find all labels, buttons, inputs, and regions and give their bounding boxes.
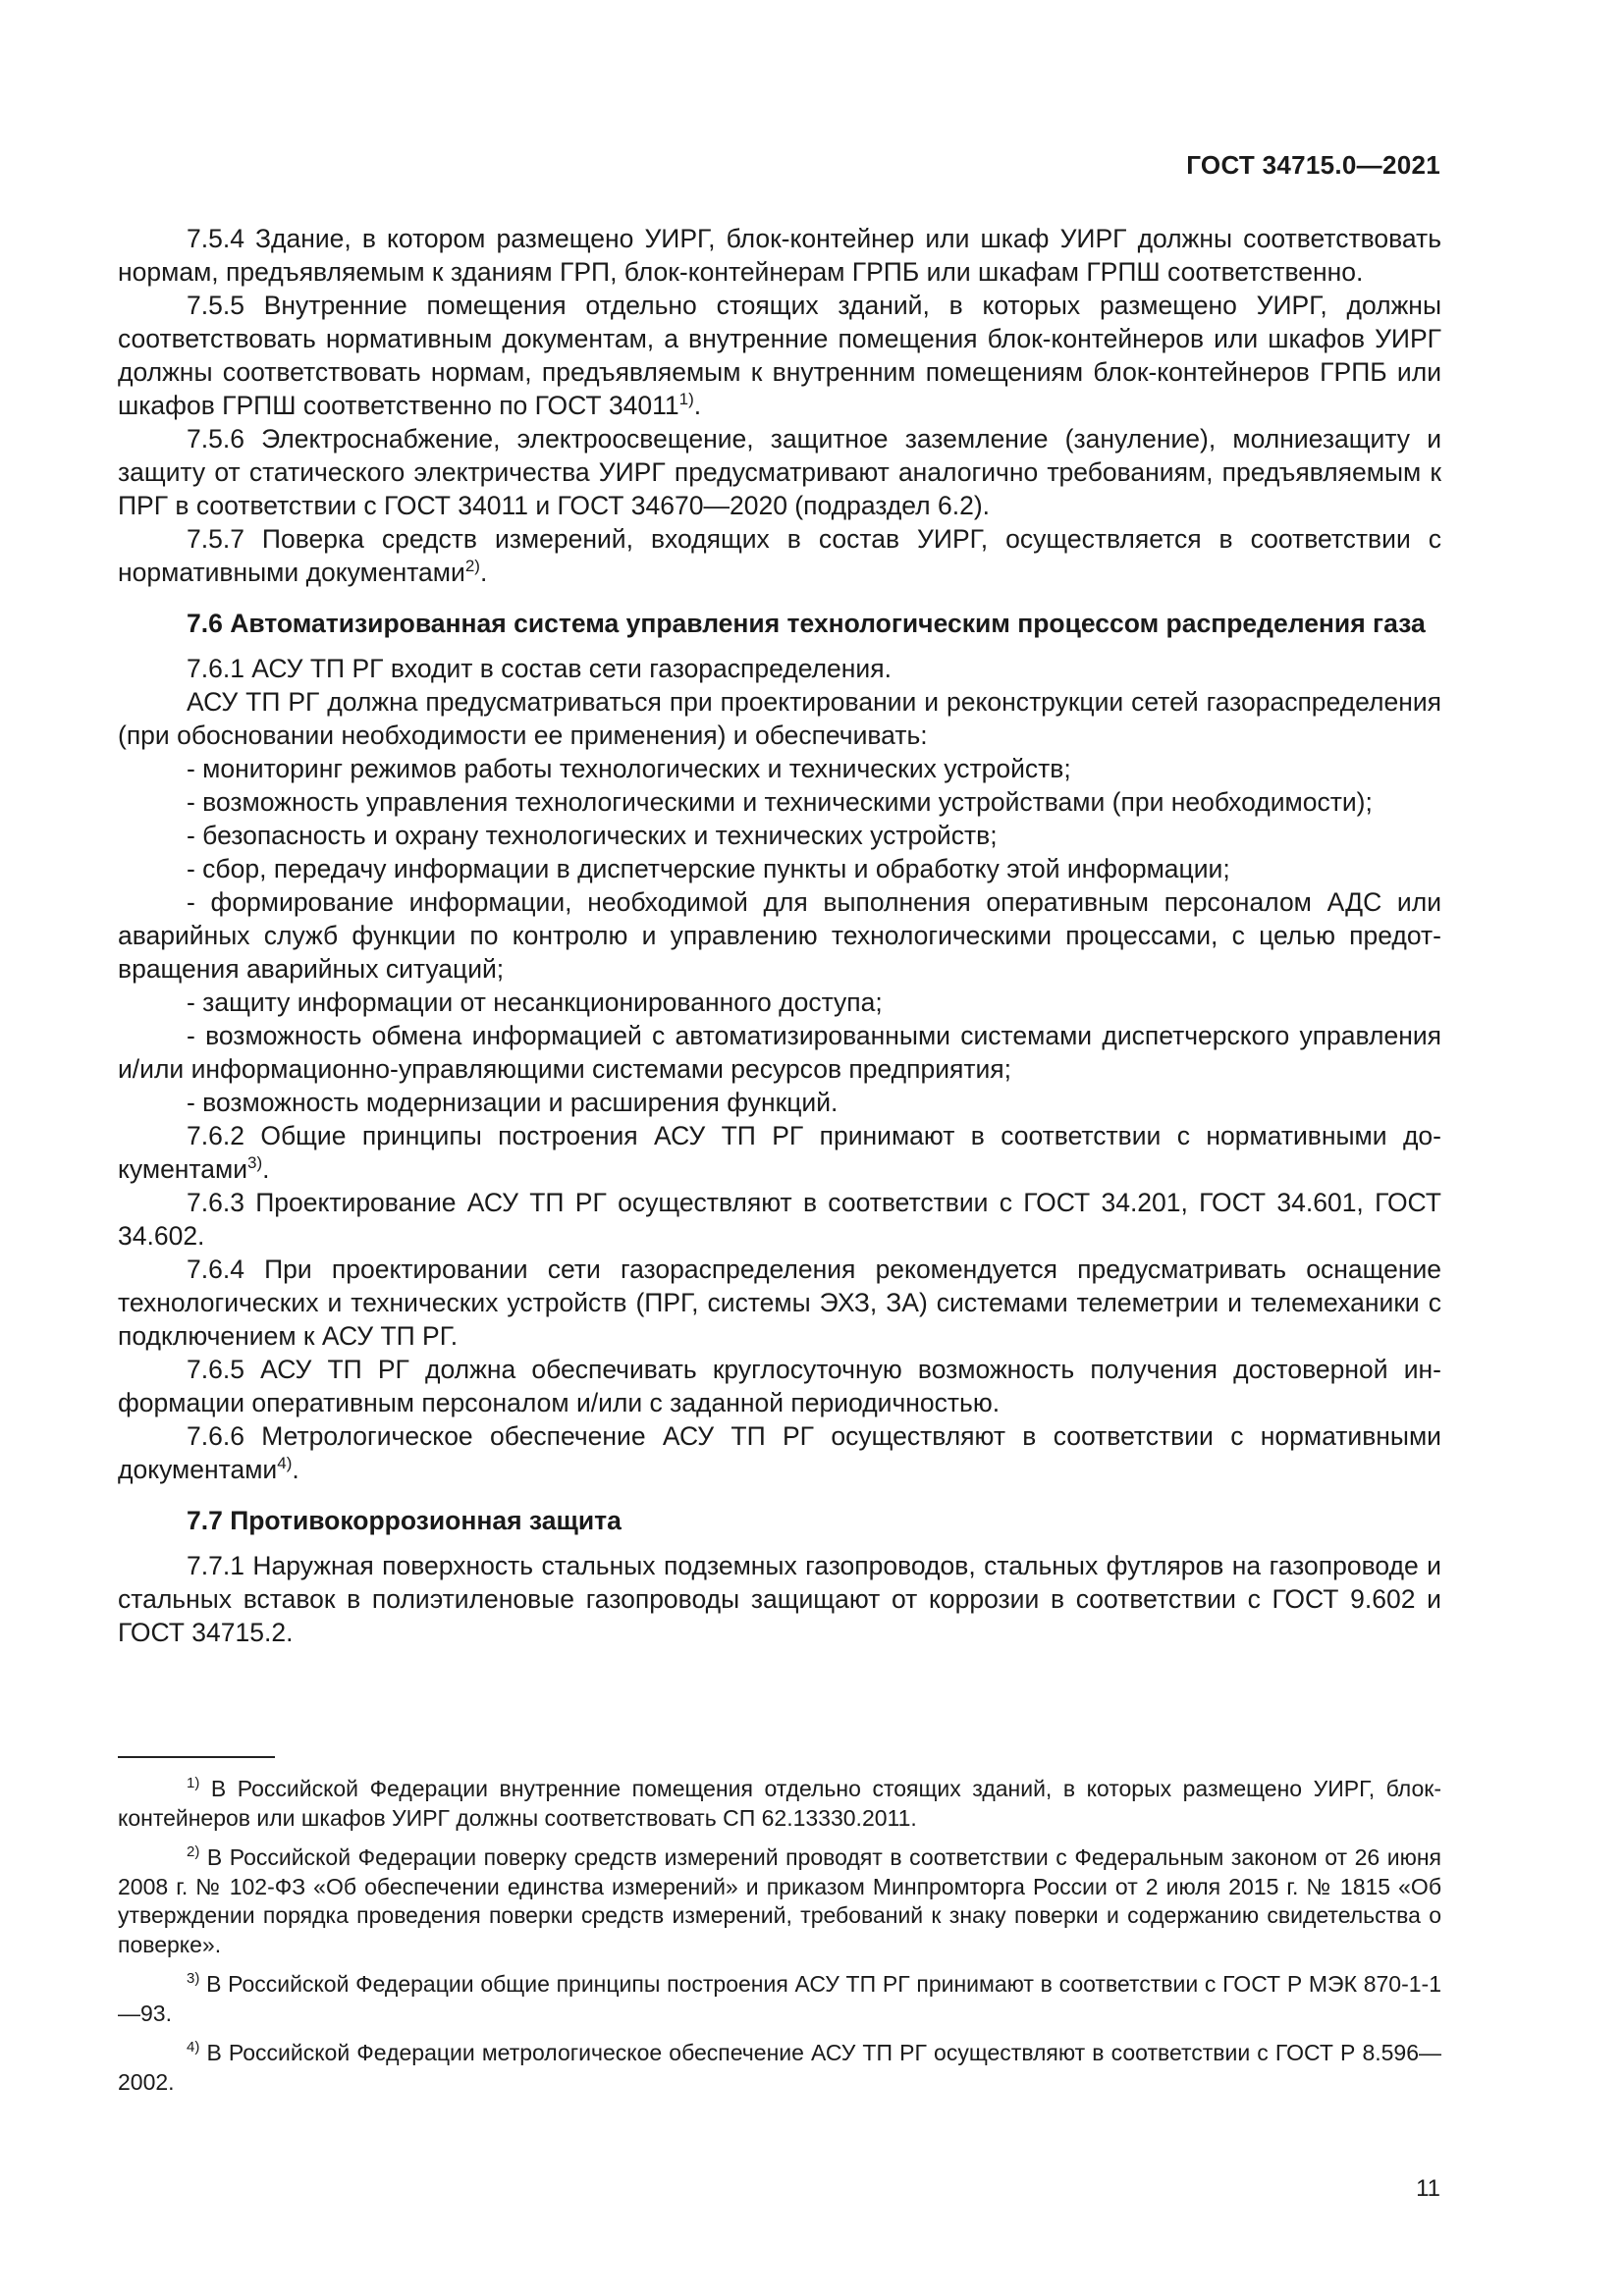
footnote-3 [118,1970,1441,2028]
footnote-ref-2[interactable]: 2) [464,557,480,575]
footnote-2 [118,1843,1441,1959]
paragraph-7-5-5 [118,289,1441,422]
footnote-1 [118,1775,1441,1833]
footnote-mark: 3) [187,1970,200,1987]
paragraph-text: 7.5.7 Поверка средств измерений, входящих в состав УИРГ, осуществляется в соответствии с нормативными документами [118,524,1441,587]
footnote-4 [118,2039,1441,2097]
period: . [262,1154,270,1184]
list-item: - безопасность и охрану технологических и технических устройств; [187,821,998,850]
list-item: - сбор, передачу информации в диспетчерские пункты и обработку этой информации; [187,854,1230,883]
list-item: - возможность обмена информацией с автоматизированными системами диспетчерского управления и/или информационно-управляющими системами ресурсов предприятия; [118,1021,1441,1084]
standard-code-header: ГОСТ 34715.0—2021 [1186,150,1440,180]
document-body [118,222,1441,1649]
footnote-ref-3[interactable]: 3) [247,1153,263,1172]
paragraph-7-6-1: 7.6.1 АСУ ТП РГ входит в состав сети газораспределения. [187,654,892,683]
section-heading-7-7: 7.7 Противокоррозионная защита [187,1506,622,1535]
paragraph-7-5-6: 7.5.6 Электроснабжение, электроосвещение, защитное заземление (зануление), молниезащиту и защиту от статического электричества УИРГ предусматривают аналогично требованиям, предъявляемым к ПРГ в соответствии с ГОСТ 34011 и ГОСТ 34670—2020 (подраздел 6.2). [118,424,1441,520]
footnote-text: В Российской Федерации внутренние помещения отдельно стоящих зданий, в которых размещено УИРГ, блок-контейнеров или шкафов УИРГ должны соответствовать СП 62.13330.2011. [118,1776,1441,1831]
footnote-separator [118,1756,275,1758]
footnotes [118,1775,1441,2108]
footnote-text: В Российской Федерации метрологическое обеспечение АСУ ТП РГ осуществляют в соответствии с ГОСТ Р 8.596—2002. [118,2040,1441,2095]
footnote-text: В Российской Федерации общие принципы построения АСУ ТП РГ принимают в соответствии с ГОСТ Р МЭК 870-1-1—93. [118,1971,1441,2026]
paragraph-7-5-4: 7.5.4 Здание, в котором размещено УИРГ, блок-контейнер или шкаф УИРГ должны соответствовать нормам, предъявляемым к зданиям ГРП, блок-контейнерам ГРПБ или шкафам ГРПШ соответственно. [118,224,1441,287]
paragraph-7-6-3: 7.6.3 Проектирование АСУ ТП РГ осуществляют в соответствии с ГОСТ 34.201, ГОСТ 34.601, ГОСТ 34.602. [118,1188,1441,1251]
list-item: - мониторинг режимов работы технологических и технических устройств; [187,754,1071,783]
page-number: 11 [1416,2175,1440,2202]
period: . [292,1455,299,1484]
period: . [693,391,702,420]
list-item: - возможность модернизации и расширения функций. [187,1088,839,1117]
paragraph-7-6-4: 7.6.4 При проектировании сети газораспределения рекомендуется предусматривать оснащение технологических и технических устройств (ПРГ, системы ЭХЗ, ЗА) системами телеметрии и телемеханики с подключением к АСУ ТП РГ. [118,1255,1441,1351]
paragraph-7-6-2 [118,1119,1441,1186]
list-item: - защиту информации от несанкционированного доступа; [187,988,883,1017]
footnote-ref-4[interactable]: 4) [277,1454,293,1472]
list-item: - возможность управления технологическими и техническими устройствами (при необходимости); [187,787,1373,817]
footnote-mark: 2) [187,1843,200,1860]
paragraph-7-6-5: 7.6.5 АСУ ТП РГ должна обеспечивать круглосуточную возможность получения достоверной информации оперативным персоналом и/или с заданной периодичностью. [118,1355,1441,1417]
paragraph-text: 7.5.5 Внутренние помещения отдельно стоящих зданий, в которых размещено УИРГ, должны соответствовать нормативным документам, а внутренние помещения блок-контейнеров или шкафов УИРГ должны соответствовать нормам, предъявляемым к внутренним помещениям блок-контейнеров ГРПБ или шкафов ГРПШ соответственно по ГОСТ 34011 [118,291,1441,420]
paragraph-7-6-6 [118,1419,1441,1486]
section-heading-7-6: 7.6 Автоматизированная система управления технологическим процессом распределения газа [187,609,1426,638]
period: . [479,558,488,587]
paragraph-7-5-7 [118,522,1441,589]
footnote-mark: 4) [187,2039,200,2056]
paragraph-text: 7.6.2 Общие принципы построения АСУ ТП РГ принимают в соответствии с нормативными документами [118,1121,1441,1184]
paragraph-7-7-1: 7.7.1 Наружная поверхность стальных подземных газопроводов, стальных футляров на газопроводе и стальных вставок в полиэтиленовые газопроводы защищают от коррозии в соответствии с ГОСТ 9.602 и ГОСТ 34715.2. [118,1551,1441,1647]
paragraph-text: 7.6.6 Метрологическое обеспечение АСУ ТП РГ осуществляют в соответствии с нормативными документами [118,1421,1441,1484]
footnote-ref-1[interactable]: 1) [678,390,694,408]
footnote-text: В Российской Федерации поверку средств измерений проводят в соответствии с Федеральным законом от 26 июня 2008 г. № 102-ФЗ «Об обеспечении единства измерений» и приказом Минпромторга России от 2 июля 2015 г. № 1815 «Об утверждении порядка проведения поверки средств измерений, требований к знаку поверки и содержанию свидетельства о поверке». [118,1844,1441,1957]
list-item: - формирование информации, необходимой для выполнения оперативным персоналом АДС или аварийных служб функции по контролю и управлению технологическими процессами, с целью предотвращения аварийных ситуаций; [118,887,1441,984]
paragraph-asu-intro: АСУ ТП РГ должна предусматриваться при проектировании и реконструкции сетей газораспределения (при обосновании необходимости ее применения) и обеспечивать: [118,687,1441,750]
footnote-mark: 1) [187,1775,200,1791]
